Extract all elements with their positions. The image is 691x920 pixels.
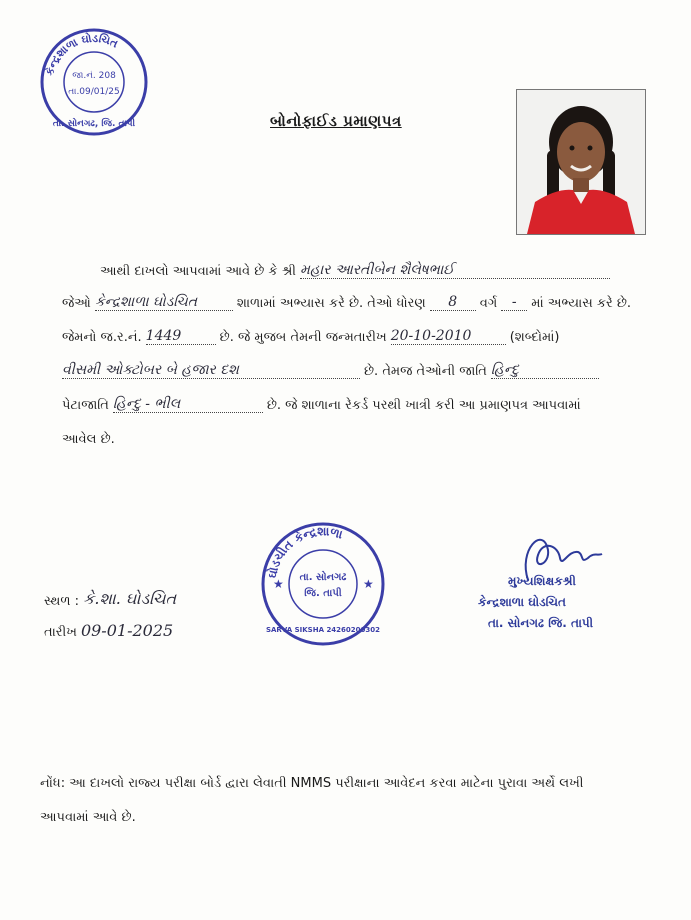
birth-date-words: વીસમી ઓક્ટોબર બે હજાર દશ [62,362,360,379]
line-subcaste [62,396,581,413]
standard: 8 [430,294,476,311]
line1-prefix: આથી દાખલો આપવામાં આવે છે કે શ્રી [100,264,297,279]
signature-designation: મુખ્યશિક્ષકશ્રી [508,574,576,588]
line2-suffix: માં અભ્યાસ કરે છે. [531,296,632,311]
date-row [44,621,173,640]
date-label: તારીખ [44,625,77,640]
signature-location: તા. સોનગઢ જિ. તાપી [488,616,594,630]
stamp-top-ring-text: કેન્દ્રશાળા ઘોડચિત [42,31,121,77]
stamp-center-inner1: તા. સોનગઢ [299,572,347,583]
line6-text: આવેલ છે. [62,432,115,447]
place-label: સ્થળ : [44,594,80,609]
line-student-name [100,262,610,279]
place-value: કે.શા. ઘોડચિત [83,589,177,608]
gr-number: 1449 [146,328,216,345]
line-gr-number [62,328,559,345]
line5-suffix: છે. જે શાળાના રેકર્ડ પરથી ખાત્રી કરી આ પ્રમાણપત્ર આપવામાં [266,398,581,413]
line-school [62,294,631,311]
stamp-center-inner2: જિ. તાપી [304,588,342,599]
certificate-title: બોનોફાઈડ પ્રમાણપત્ર [270,112,402,130]
stamp-center-ring-text: ઘોડચીત કેન્દ્રશાળા [265,524,345,580]
star-icon: ★ [363,577,374,591]
student-name: મહાર આરતીબેન શૈલેષભાઈ [300,262,610,279]
subcaste: હિન્દુ - ભીલ [113,396,263,413]
stamp-top-number: જા.નં. 208 [72,71,116,81]
line2-mid2: વર્ગ [479,296,498,311]
note-line-1: નોંધ: આ દાખલો રાજ્ય પરીક્ષા બોર્ડ દ્વારા લેવાતી NMMS પરીક્ષાના આવેદન કરવા માટેના પુરાવા અર્થે લખી [40,776,584,791]
line5-prefix: પેટાજાતિ [62,398,109,413]
division: - [501,294,527,311]
caste: હિન્દુ [491,362,599,379]
stamp-top-bottom-text: તા. સોનગઢ, જિ. તાપી [52,119,136,129]
school-name: કેન્દ્રશાળા ઘોડચિત [95,294,233,311]
line4-mid: છે. તેમજ તેઓની જાતિ [364,364,487,379]
student-photo [516,89,646,235]
star-icon: ★ [273,577,284,591]
line-dob-words [62,362,599,379]
school-stamp-top [32,26,156,136]
signature-school: કેન્દ્રશાળા ઘોડચિત [478,595,566,609]
line3-suffix: (શબ્દોમાં) [509,330,560,345]
date-value: 09-01-2025 [80,621,174,640]
stamp-center-bottom: SARVA SIKSHA 24260200302 [265,626,381,634]
line3-mid: છે. જે મુજબ તેમની જન્મતારીખ [219,330,387,345]
stamp-top-date: તા.09/01/25 [68,87,120,97]
line3-prefix: જેમનો જ.ર.નં. [62,330,142,345]
place-row [44,589,176,609]
note-line-2: આપવામાં આવે છે. [40,810,136,825]
school-stamp-center [259,520,387,648]
line2-mid: શાળામાં અભ્યાસ કરે છે. તેઓ ધોરણ [236,296,426,311]
birth-date: 20-10-2010 [391,328,506,345]
line2-prefix: જેઓ [62,296,91,311]
